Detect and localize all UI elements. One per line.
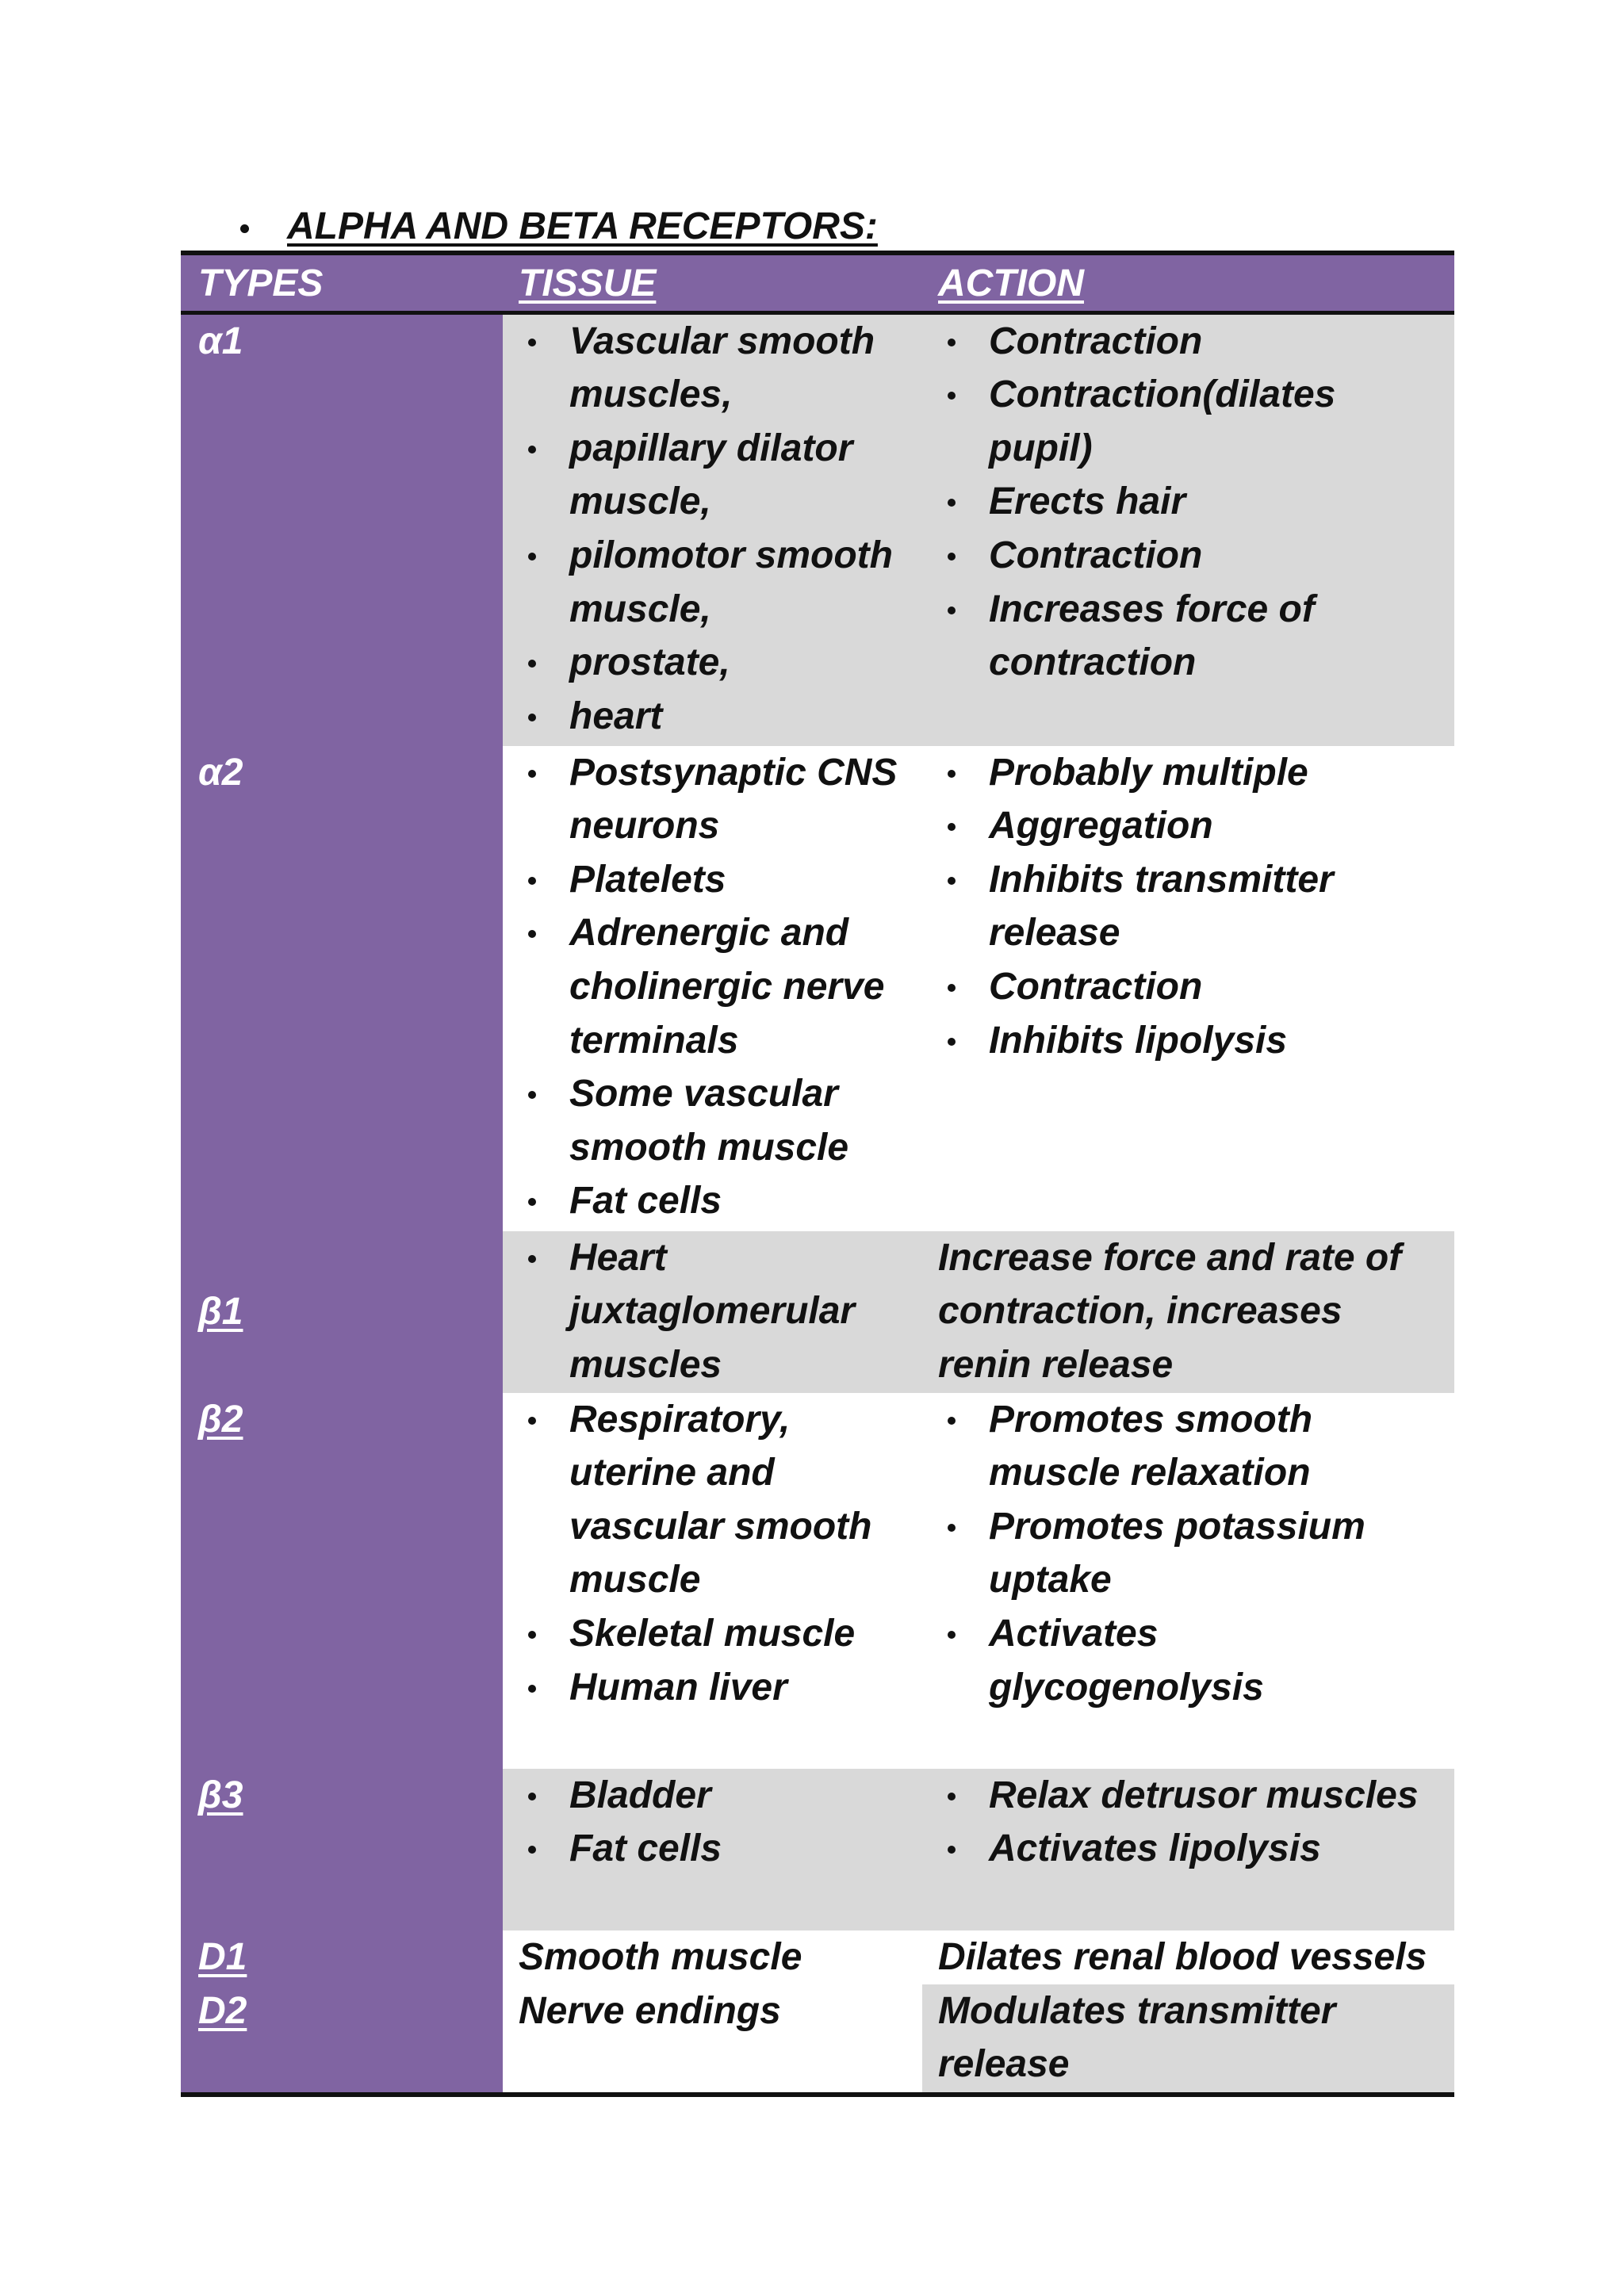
action-cell [922, 746, 1454, 1231]
list-item: papillary dilator muscle, [519, 422, 908, 529]
list-item: Respiratory, uterine and vascular smooth muscle [519, 1393, 908, 1607]
table-row [181, 746, 1454, 1231]
list-item: Postsynaptic CNS neurons [519, 746, 908, 853]
tissue-cell [503, 1931, 922, 1984]
action-text: Dilates renal blood vessels [938, 1935, 1427, 1978]
list-item: prostate, [519, 636, 908, 690]
list-item: Erects hair [938, 475, 1431, 529]
list-item: heart [519, 690, 908, 744]
tissue-cell [503, 1984, 922, 2092]
section-heading [240, 203, 878, 251]
list-item: Probably multiple [938, 746, 1431, 800]
tissue-text: Smooth muscle [519, 1935, 802, 1978]
receptor-type: α2 [181, 746, 503, 1231]
list-item: Relax detrusor muscles [938, 1769, 1431, 1823]
tissue-cell [503, 1231, 922, 1393]
list-item: Activates lipolysis [938, 1822, 1431, 1876]
list-item: Fat cells [519, 1174, 908, 1228]
table-row [181, 315, 1454, 746]
table-row [181, 1984, 1454, 2092]
list-item: Fat cells [519, 1822, 908, 1876]
list-item: pilomotor smooth muscle, [519, 529, 908, 636]
receptor-type: D1 [198, 1935, 247, 1978]
action-cell [922, 315, 1454, 746]
list-item: Promotes potassium uptake [938, 1500, 1431, 1607]
list-item: Contraction [938, 315, 1431, 369]
table-row [181, 1393, 1454, 1769]
column-header-types: TYPES [181, 255, 503, 311]
table-header-row [181, 255, 1454, 315]
list-item: Aggregation [938, 799, 1431, 853]
table-row [181, 1769, 1454, 1931]
action-cell [922, 1984, 1454, 2092]
list-item: Inhibits lipolysis [938, 1014, 1431, 1068]
list-item: Adrenergic and cholinergic nerve terminals [519, 906, 908, 1067]
action-text: Increase force and rate of contraction, increases renin release [938, 1236, 1402, 1386]
receptor-type: α1 [181, 315, 503, 746]
column-header-action: ACTION [938, 262, 1084, 304]
column-header-tissue: TISSUE [519, 262, 657, 304]
list-item: Contraction [938, 960, 1431, 1014]
action-text: Modulates transmitter release [938, 1989, 1336, 2086]
table-row [181, 1231, 1454, 1393]
tissue-cell [503, 746, 922, 1231]
list-item: Vascular smooth muscles, [519, 315, 908, 422]
action-cell [922, 1931, 1454, 1984]
tissue-text: Nerve endings [519, 1989, 781, 2032]
bullet-icon [240, 224, 249, 233]
receptor-type: β2 [198, 1398, 243, 1441]
list-item: Human liver [519, 1661, 908, 1715]
list-item: Platelets [519, 853, 908, 907]
tissue-cell [503, 1769, 922, 1931]
tissue-cell [503, 315, 922, 746]
list-item: Activates glycogenolysis [938, 1607, 1431, 1714]
list-item: Increases force of contraction [938, 583, 1431, 690]
list-item: Inhibits transmitter release [938, 853, 1431, 960]
receptor-type: β3 [198, 1774, 243, 1816]
heading-text: ALPHA AND BETA RECEPTORS: [287, 205, 878, 247]
action-cell [922, 1769, 1454, 1931]
list-item: Bladder [519, 1769, 908, 1823]
table-row [181, 1931, 1454, 1984]
list-item: Contraction [938, 529, 1431, 583]
list-item: Contraction(dilates pupil) [938, 368, 1431, 475]
list-item: Heart juxtaglomerular muscles [519, 1231, 908, 1392]
tissue-cell [503, 1393, 922, 1769]
action-cell [922, 1393, 1454, 1769]
receptor-type: β1 [198, 1290, 243, 1333]
receptor-type: D2 [198, 1989, 247, 2032]
list-item: Some vascular smooth muscle [519, 1067, 908, 1174]
receptor-table [181, 251, 1454, 2097]
list-item: Skeletal muscle [519, 1607, 908, 1661]
list-item: Promotes smooth muscle relaxation [938, 1393, 1431, 1500]
action-cell [922, 1231, 1454, 1393]
